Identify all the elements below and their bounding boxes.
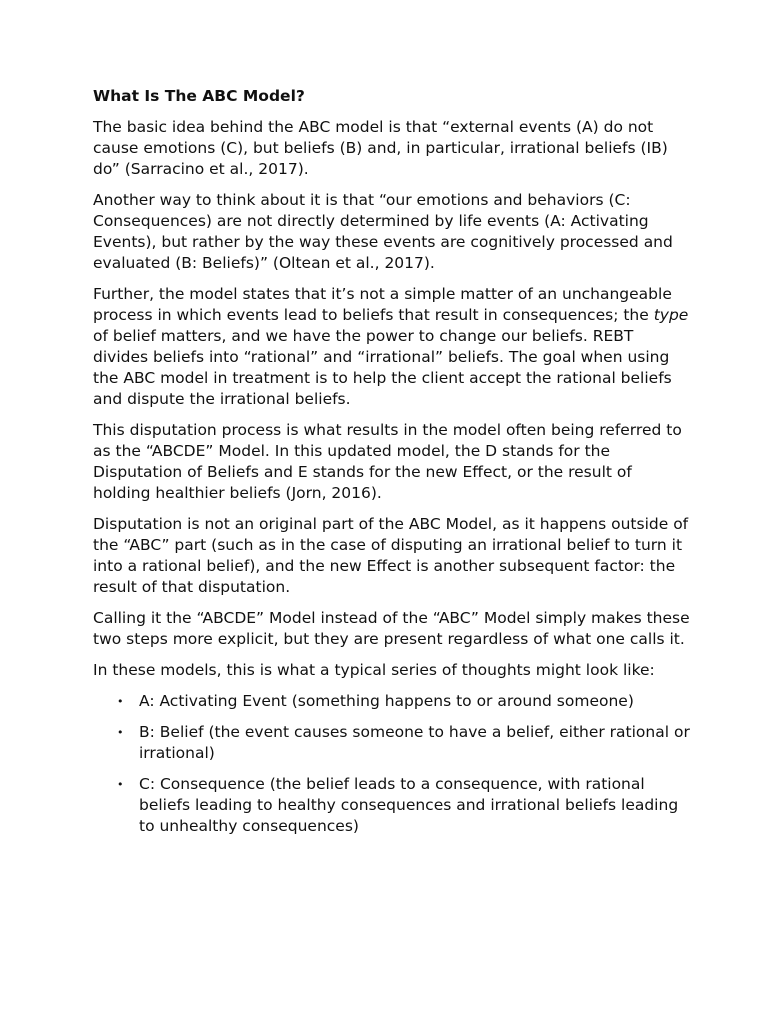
document-page <box>93 86 693 847</box>
bullet-dot-icon: • <box>117 726 124 739</box>
bullet-item-c-text: C: Consequence (the belief leads to a consequence, with rational beliefs leading to healthy consequences and irrational beliefs leading to unhealthy consequences) <box>139 775 679 835</box>
paragraph-1: The basic idea behind the ABC model is that “external events (A) do not cause emotions (C), but beliefs (B) and, in particular, irrational beliefs (IB) do” (Sarracino et al., 2017). <box>93 118 668 178</box>
bullet-list <box>93 691 693 837</box>
paragraph-3-after: of belief matters, and we have the power to change our beliefs. REBT divides beliefs into “rational” and “irrational” beliefs. The goal when using the ABC model in treatment is to help the client accept the rational beliefs and dispute the irrational beliefs. <box>93 327 672 408</box>
bullet-dot-icon: • <box>117 778 124 791</box>
paragraph-3 <box>93 284 693 410</box>
bullet-item-a-text: A: Activating Event (something happens to or around someone) <box>139 692 634 710</box>
document-title: What Is The ABC Model? <box>93 87 305 105</box>
paragraph-5: Disputation is not an original part of the ABC Model, as it happens outside of the “ABC” part (such as in the case of disputing an irrational belief to turn it into a rational belief), and the new Effect is another subsequent factor: the result of that disputation. <box>93 515 689 596</box>
bullet-dot-icon: • <box>117 695 124 708</box>
bullet-item-c <box>93 774 693 837</box>
bullet-item-a <box>93 691 693 712</box>
bullet-item-b <box>93 722 693 764</box>
paragraph-6: Calling it the “ABCDE” Model instead of the “ABC” Model simply makes these two steps more explicit, but they are present regardless of what one calls it. <box>93 609 690 648</box>
paragraph-4: This disputation process is what results in the model often being referred to as the “ABCDE” Model. In this updated model, the D stands for the Disputation of Beliefs and E stands for the new Effect, or the result of holding healthier beliefs (Jorn, 2016). <box>93 421 682 502</box>
paragraph-3-emphasis: type <box>653 306 689 324</box>
paragraph-7: In these models, this is what a typical series of thoughts might look like: <box>93 661 655 679</box>
bullet-item-b-text: B: Belief (the event causes someone to have a belief, either rational or irrational) <box>139 723 690 762</box>
paragraph-3-before: Further, the model states that it’s not a simple matter of an unchangeable process in which events lead to beliefs that result in consequences; the <box>93 285 672 324</box>
paragraph-2: Another way to think about it is that “our emotions and behaviors (C: Consequences) are not directly determined by life events (A: Activating Events), but rather by the way these events are cognitively processed and evaluated (B: Beliefs)” (Oltean et al., 2017). <box>93 191 673 272</box>
